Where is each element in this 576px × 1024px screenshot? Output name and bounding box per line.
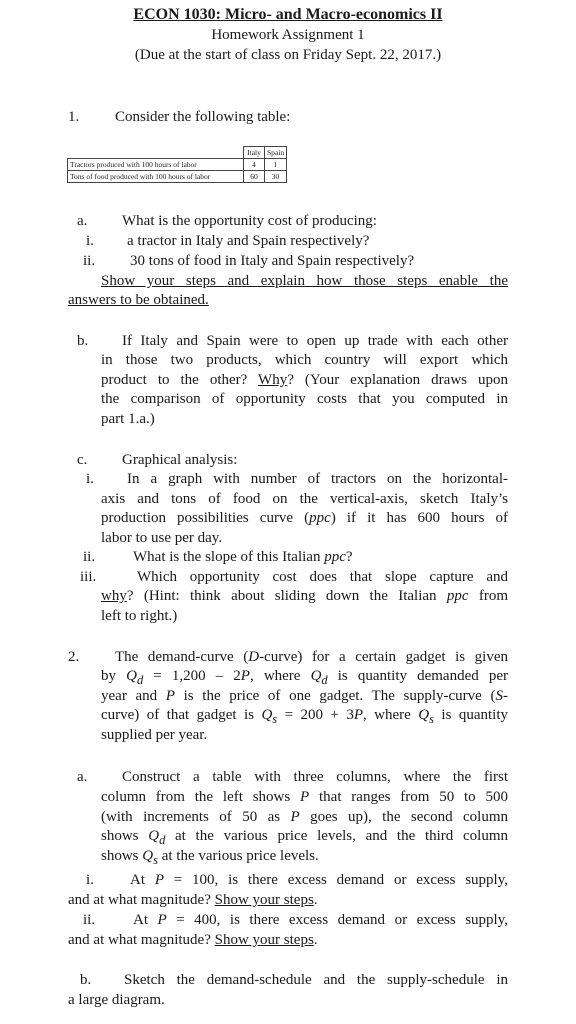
q1c-iii-line1: Which opportunity cost does that slope capture and — [137, 569, 508, 585]
table-header-italy: Italy — [244, 147, 265, 159]
q1b-line1: If Italy and Spain were to open up trade with each other — [122, 333, 508, 349]
q2-number: 2. — [68, 649, 80, 665]
q1a-note-line2: answers to be obtained. — [68, 292, 209, 308]
q2a-i-line1: At P = 100, is there excess demand or excess supply, — [130, 872, 509, 888]
due-date: (Due at the start of class on Friday Sept. 22, 2017.) — [134, 47, 442, 63]
q2b-line2: a large diagram. — [68, 992, 165, 1008]
q2b-marker: b. — [80, 972, 92, 988]
table-cell: 1 — [265, 159, 287, 171]
q1a-note-line1: Show your steps and explain how those steps enable the — [101, 273, 508, 289]
q1a-ii-text: 30 tons of food in Italy and Spain respectively? — [130, 253, 415, 269]
assignment-subtitle: Homework Assignment 1 — [211, 27, 365, 43]
q2a-line4: shows $Q_d$ at the various price levels, and the third column — [101, 828, 508, 847]
q1b-line5: part 1.a.) — [101, 411, 155, 427]
q1c-marker: c. — [77, 452, 88, 468]
q1c-i-line2: axis and tons of food on the vertical-axis, sketch Italy’s — [101, 491, 508, 507]
page-title: ECON 1030: Micro- and Macro-economics II — [133, 6, 443, 23]
q2a-ii-marker: ii. — [83, 912, 96, 928]
q2b-line1: Sketch the demand-schedule and the supply-schedule in — [124, 972, 508, 988]
q1-table — [67, 146, 287, 183]
q1b-line2: in those two products, which country will export which — [101, 352, 508, 368]
q2a-ii-line1: At P = 400, is there excess demand or excess supply, — [133, 912, 509, 928]
q1c-iii-line2: why? (Hint: think about sliding down the Italian ppc from — [101, 588, 508, 604]
q2a-line1: Construct a table with three columns, where the first — [122, 769, 508, 785]
q1c-text: Graphical analysis: — [122, 452, 238, 468]
q2a-line3: (with increments of 50 as P goes up), the second column — [101, 809, 508, 825]
table-row-label: Tractors produced with 100 hours of labor — [68, 159, 244, 171]
table-header-row — [68, 147, 287, 159]
q2a-line2: column from the left shows P that ranges from 50 to 500 — [101, 789, 508, 805]
q1-number: 1. — [68, 109, 80, 125]
table-row — [68, 159, 287, 171]
q2a-i-line2: and at what magnitude? Show your steps. — [68, 892, 318, 908]
q1a-text: What is the opportunity cost of producing: — [122, 213, 377, 229]
q1a-marker: a. — [77, 213, 88, 229]
table-row — [68, 171, 287, 183]
q1-intro: Consider the following table: — [115, 109, 291, 125]
q1b-line3: product to the other? Why? (Your explanation draws upon — [101, 372, 508, 388]
q1c-i-line4: labor to use per day. — [101, 530, 223, 546]
q1c-i-line3: production possibilities curve (ppc) if it has 600 hours of — [101, 510, 508, 526]
table-cell: 60 — [244, 171, 265, 183]
q2a-i-marker: i. — [86, 872, 94, 888]
q1c-i-marker: i. — [86, 471, 94, 487]
q2a-line5: shows $Q_s$ at the various price levels. — [101, 848, 319, 867]
q2-line3: year and P is the price of one gadget. The supply-curve (S- — [101, 688, 508, 704]
table-cell: 4 — [244, 159, 265, 171]
q1c-i-line1: In a graph with number of tractors on the horizontal- — [127, 471, 508, 487]
q1a-ii-marker: ii. — [83, 253, 96, 269]
q2a-ii-line2: and at what magnitude? Show your steps. — [68, 932, 318, 948]
q1b-line4: the comparison of opportunity costs that you computed in — [101, 391, 508, 407]
table-row-label: Tons of food produced with 100 hours of labor — [68, 171, 244, 183]
q1c-ii-text: What is the slope of this Italian ppc? — [133, 549, 353, 565]
q2a-marker: a. — [77, 769, 88, 785]
table-cell: 30 — [265, 171, 287, 183]
q1c-ii-marker: ii. — [83, 549, 96, 565]
q1a-i-marker: i. — [86, 233, 94, 249]
q1b-marker: b. — [77, 333, 89, 349]
q2-line2: by $Q_d = 1,200 - 2P$, where $Q_d$ is quantity demanded per — [101, 668, 508, 687]
q1a-i-text: a tractor in Italy and Spain respectively? — [127, 233, 370, 249]
q2-line4: curve) of that gadget is $Q_s = 200 + 3P$, where $Q_s$ is quantity — [101, 707, 509, 726]
q2-line5: supplied per year. — [101, 727, 208, 743]
q1c-iii-marker: iii. — [80, 569, 97, 585]
table-header-spain: Spain — [265, 147, 287, 159]
table-corner — [68, 147, 244, 159]
q1c-iii-line3: left to right.) — [101, 608, 178, 624]
q2-line1: The demand-curve (D-curve) for a certain gadget is given — [115, 649, 508, 665]
